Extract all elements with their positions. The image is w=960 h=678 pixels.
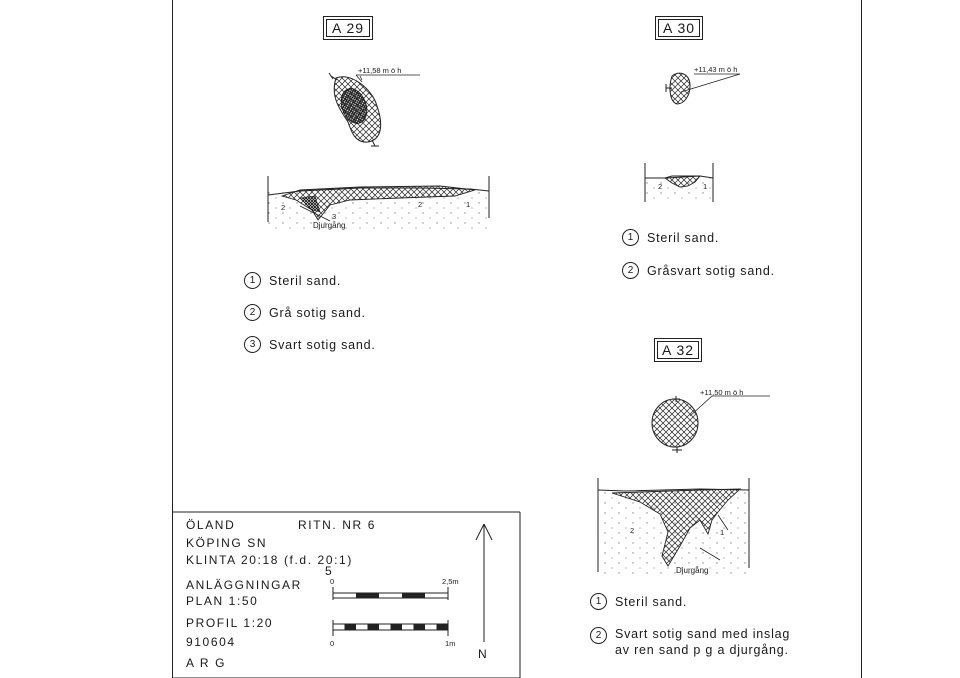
a32-profile-layer-1: 1 (720, 528, 725, 537)
a32-plan-view (652, 396, 770, 453)
a29-legend-2: 2 Grå sotig sand. (244, 304, 366, 321)
a32-legend-2: 2 Svart sotig sand med inslag av ren sand p g a djurgång. (590, 626, 790, 658)
title-profile-scale: PROFIL 1:20 (186, 616, 274, 630)
profile-scale-bar (333, 620, 448, 636)
a29-feature-label: A 29 (323, 16, 373, 40)
profile-scale-end: 1m (445, 639, 456, 648)
a30-plan-view (666, 73, 740, 104)
a32-profile-view (598, 478, 750, 574)
title-author: A R G (186, 656, 227, 670)
north-arrow (476, 524, 492, 642)
a29-legend-3: 3 Svart sotig sand. (244, 336, 376, 353)
title-date: 910604 (186, 635, 236, 649)
a29-profile-layer-2a: 2 (281, 203, 286, 212)
a32-feature-label: A 32 (654, 338, 702, 362)
title-drawing-number: RITN. NR 6 (298, 518, 377, 532)
a29-animal-burrow-label: Djurgång (313, 221, 346, 230)
a29-profile-layer-2b: 2 (418, 200, 423, 209)
a30-profile-layer-1: 1 (703, 182, 708, 191)
a29-profile-layer-3: 3 (332, 212, 337, 221)
north-label: N (478, 647, 489, 661)
plan-scale-bar (333, 587, 448, 600)
a30-legend-1: 1 Steril sand. (622, 229, 719, 246)
a29-profile-layer-1: 1 (466, 200, 471, 209)
a29-profile-view (268, 176, 490, 230)
a30-feature-label: A 30 (655, 16, 703, 40)
a32-elevation: +11,50 m ö h (700, 388, 744, 397)
title-sheet-number: 5 (325, 564, 334, 578)
a30-profile-layer-2: 2 (658, 182, 663, 191)
title-features: ANLÄGGNINGAR (186, 578, 302, 592)
a32-animal-burrow-label: Djurgång (676, 566, 709, 575)
a32-legend-1: 1 Steril sand. (590, 593, 687, 610)
a32-profile-layer-2: 2 (630, 526, 635, 535)
a30-elevation: +11,43 m ö h (694, 65, 738, 74)
a30-legend-2: 2 Gråsvart sotig sand. (622, 262, 775, 279)
title-property: KLINTA 20:18 (f.d. 20:1) (186, 553, 353, 567)
title-plan-scale: PLAN 1:50 (186, 594, 259, 608)
a29-elevation: +11,58 m ö h (358, 66, 402, 75)
a29-legend-1: 1 Steril sand. (244, 272, 341, 289)
title-region: ÖLAND (186, 518, 236, 532)
title-parish: KÖPING SN (186, 536, 268, 550)
plan-scale-end: 2,5m (442, 577, 459, 586)
plan-scale-start: 0 (330, 577, 335, 586)
a29-plan-view (329, 73, 420, 146)
profile-scale-start: 0 (330, 639, 335, 648)
